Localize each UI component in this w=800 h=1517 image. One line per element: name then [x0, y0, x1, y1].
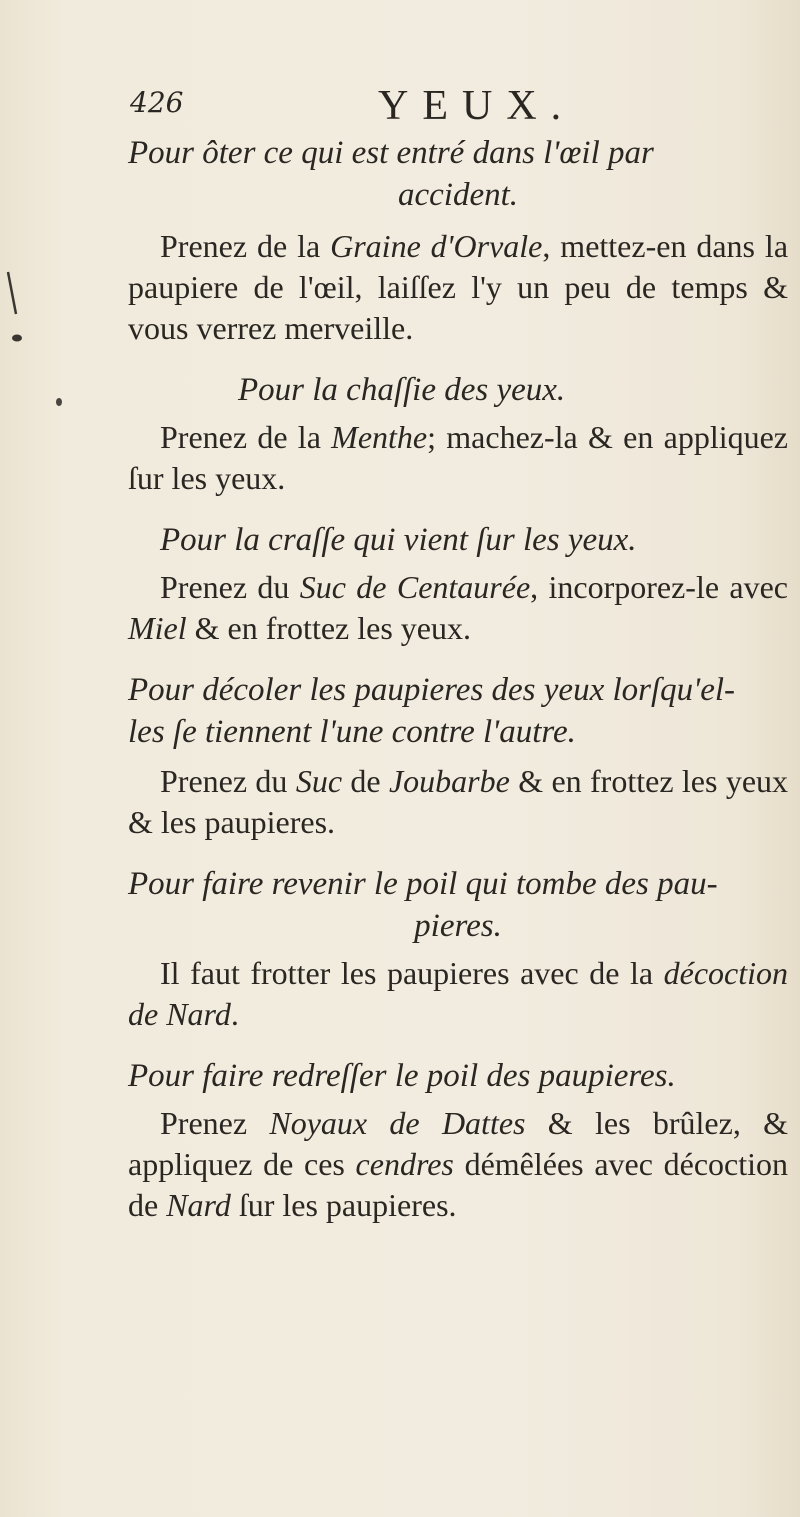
recipe-section — [128, 132, 788, 349]
heading-line: Pour faire revenir le poil qui tombe des pau- — [128, 866, 718, 902]
recipe-section — [128, 863, 788, 1035]
section-heading — [128, 863, 788, 947]
heading-line: les ſe tiennent l'une contre l'autre. — [128, 714, 576, 750]
text-run: Il faut frotter les paupieres avec de la — [160, 955, 664, 991]
heading-line: Pour décoler les paupieres des yeux lorſqu'el- — [128, 672, 736, 708]
text-run: Prenez du — [160, 569, 300, 605]
page-number: 426 — [130, 86, 184, 119]
text-run: & les brûlez, & appliquez de ces — [128, 1105, 789, 1182]
italic-term: Suc — [295, 763, 343, 799]
text-run: Prenez — [160, 1105, 270, 1141]
italic-term: Miel — [128, 610, 187, 646]
text-run: , mettez-en dans la paupiere de l'œil, laiſſez l'y un peu de temps & vous verrez merveille. — [128, 228, 789, 346]
text-run: Prenez de la — [160, 228, 331, 264]
text-run: Prenez du — [160, 763, 296, 799]
italic-term: Joubarbe — [388, 763, 510, 799]
recipe-section — [128, 669, 788, 843]
heading-line: pieres. — [414, 908, 502, 944]
text-run: & en frottez les yeux. — [186, 610, 471, 646]
text-run: , incorporez-le avec — [530, 569, 788, 605]
italic-term: Noyaux de Dattes — [269, 1105, 526, 1141]
section-heading — [128, 369, 788, 411]
heading-line: Pour faire redreſſer le poil des paupieres. — [128, 1058, 676, 1094]
text-run: & en frottez les yeux & les paupieres. — [128, 763, 789, 840]
recipe-text — [128, 567, 788, 649]
text-run: démêlées avec décoction de — [128, 1146, 789, 1223]
recipe-section — [128, 519, 788, 649]
recipe-section — [128, 1055, 788, 1226]
recipe-text — [128, 226, 788, 349]
section-heading — [128, 132, 788, 216]
italic-term: Suc de Centaurée — [299, 569, 531, 605]
italic-term: Menthe — [331, 419, 428, 455]
ink-speck — [56, 398, 62, 406]
section-heading — [128, 1055, 788, 1097]
text-run: . — [230, 996, 239, 1032]
heading-line: Pour la craſſe qui vient ſur les yeux. — [160, 522, 637, 558]
text-run: de — [342, 763, 389, 799]
recipe-text — [128, 953, 788, 1035]
recipe-text — [128, 761, 788, 843]
text-run: ; machez-la & en appliquez ſur les yeux. — [128, 419, 788, 496]
running-title: YEUX. — [378, 83, 576, 129]
recipe-section — [128, 369, 788, 499]
italic-term: Nard — [166, 1187, 231, 1223]
text-run: ſur les paupieres. — [230, 1187, 457, 1223]
margin-ink-mark — [4, 270, 22, 350]
recipe-text — [128, 417, 788, 499]
section-heading — [128, 669, 788, 753]
page-header — [130, 82, 740, 132]
italic-term: Graine d'Orvale — [330, 228, 543, 264]
heading-line: Pour la chaſſie des yeux. — [238, 372, 566, 408]
heading-line: accident. — [397, 177, 519, 213]
italic-term: cendres — [355, 1146, 454, 1182]
section-heading — [128, 519, 788, 561]
recipe-text — [128, 1103, 788, 1226]
page-content — [128, 132, 788, 1226]
italic-term: décoction de Nard — [128, 955, 788, 1032]
text-run: Prenez de la — [160, 419, 332, 455]
heading-line: Pour ôter ce qui est entré dans l'œil par — [128, 135, 654, 171]
